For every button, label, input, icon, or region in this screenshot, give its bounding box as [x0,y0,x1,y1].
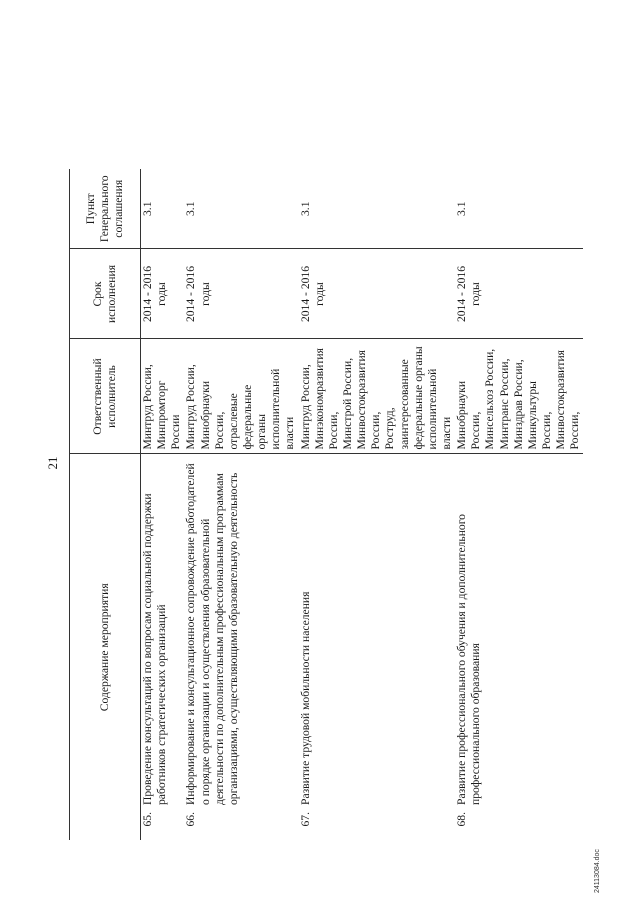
measures-table [69,169,583,840]
header-point: Пункт Генерального соглашения [70,169,141,249]
item-content: Информирование и консультационное сопровождение работодателей о порядке организации и осуществления образовательной деятельности по дополнительным профессиональным программам организациями, осуществляющими образовательную деятельность [184,463,240,805]
term-cell [299,249,456,339]
agreement-point-cell: 3.1 [184,169,298,249]
executor-line: Минвостокразвития [355,350,369,450]
executor-line: заинтересованные [397,359,411,450]
table-row [455,169,583,840]
executor-line: Минтруд России, [184,364,198,450]
item-number: 65. [141,812,154,827]
executor-line: федеральные органы [411,346,425,450]
term-line: годы [469,282,483,306]
agreement-point-cell: 3.1 [455,169,583,249]
executor-line: Минобрнауки России, [455,380,483,450]
executor-line: отраслевые федеральные [226,384,254,450]
document-code: 24113084.doc [594,849,601,893]
item-number: 67. [298,812,312,827]
executor-line: органы исполнительной [255,368,283,450]
table-body [141,169,584,840]
term-line: 2014 - 2016 [141,265,154,323]
term-line: 2014 - 2016 [184,265,198,323]
executor-line: Минтруд России, [141,364,154,450]
term-line: годы [198,282,212,306]
executor-line: Минкультуры России, [525,381,553,450]
executor-line: России, [369,411,383,450]
item-number: 68. [455,812,469,827]
item-content: Развитие трудовой мобильности населения [298,591,312,805]
executor-cell [141,339,185,454]
executor-line: Минстрой России, [340,357,354,450]
executor-cell [184,339,298,454]
executor-line: Роструд, [383,407,397,450]
executor-cell [299,339,456,454]
executor-line: власти [283,416,297,450]
item-content: Проведение консультаций по вопросам социальной поддержки работников стратегических организаций [141,493,169,805]
table-row [299,169,456,840]
content-cell [141,454,185,840]
page-number: 21 [45,456,60,470]
table-row [184,169,298,840]
header-executor: Ответственный исполнитель [70,339,141,454]
term-line: 2014 - 2016 [455,265,469,323]
executor-line: Минэкономразвития [312,348,326,450]
executor-line: Минздрав России, [511,359,525,450]
executor-line: Минтруд России, [298,364,312,450]
executor-line: Минтранс России, [497,358,511,450]
executor-line: Минсельхоз России, [483,348,497,450]
agreement-point-cell: 3.1 [141,169,185,249]
executor-cell [455,339,583,454]
content-cell [455,454,583,840]
item-number: 66. [184,812,198,827]
term-cell [184,249,298,339]
agreement-point-cell: 3.1 [299,169,456,249]
term-cell [455,249,583,339]
header-content: Содержание мероприятия [70,454,141,840]
term-cell [141,249,185,339]
header-term: Срок исполнения [70,249,141,339]
content-cell [299,454,456,840]
term-line: годы [155,282,169,306]
executor-line: Минпромторг России [155,380,183,450]
table-header-row [70,169,141,840]
term-line: годы [312,282,326,306]
executor-line: России, [568,411,582,450]
term-line: 2014 - 2016 [298,265,312,323]
executor-line: Минобрнауки России, [198,380,226,450]
executor-line: исполнительной власти [425,368,453,450]
item-content: Развитие профессионального обучения и дополнительного профессионального образования [455,514,483,805]
executor-line: России, [326,411,340,450]
table-row [141,169,185,840]
content-cell [184,454,298,840]
executor-line: Минвостокразвития [554,350,568,450]
